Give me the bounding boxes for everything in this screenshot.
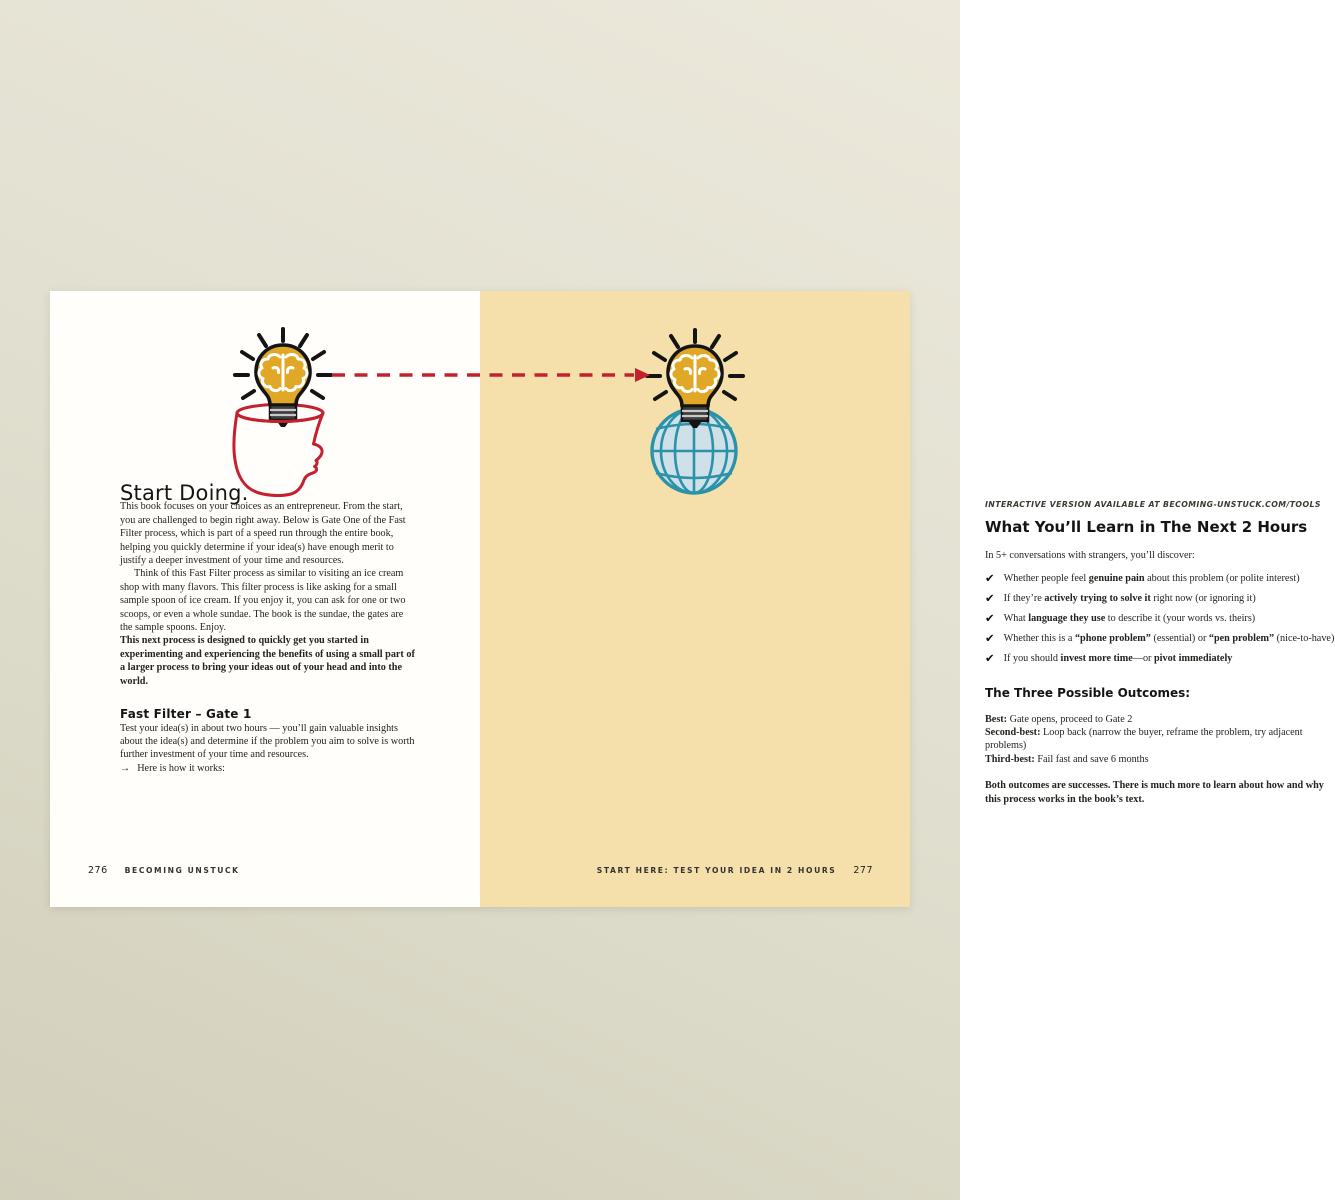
page-number: 276 (88, 865, 108, 876)
how-it-works-text: Here is how it works: (137, 762, 225, 774)
checklist-item (985, 652, 1335, 665)
left-page (50, 291, 480, 907)
lightbulb-icon (235, 329, 331, 427)
right-arrow-icon: → (120, 762, 131, 774)
checkmark-icon: ✔ (985, 591, 995, 606)
checklist-item-text: If they’re actively trying to solve it right now (or ignoring it) (1003, 593, 1256, 605)
running-title: BECOMING UNSTUCK (124, 866, 240, 875)
checklist-item-text: Whether people feel genuine pain about this problem (or polite interest) (1003, 573, 1300, 585)
running-title: START HERE: TEST YOUR IDEA IN 2 HOURS (596, 866, 837, 875)
outcome-line: Second-best: Loop back (narrow the buyer, reframe the problem, try adjacent problems) (985, 727, 1303, 752)
left-text-column (120, 481, 417, 775)
intro-line: In 5+ conversations with strangers, you’ll discover: (985, 549, 1195, 561)
checklist-item (985, 632, 1335, 645)
emphasis-paragraph: This next process is designed to quickly get you started in experimenting and experiencing the benefits of using a small part of a larger process to bring your ideas out of your head and into the world. (120, 635, 415, 687)
learn-heading: What You’ll Learn in The Next 2 Hours (985, 518, 1308, 537)
body-paragraph: Think of this Fast Filter process as similar to visiting an ice cream shop with many flavors. This filter process is like asking for a small sample spoon of ice cream. If you enjoy it, you can ask for one or two scoops, or even a whole sundae. The book is the sundae, the gates are the sample spoons. Enjoy. (120, 568, 406, 634)
right-page-footer (597, 865, 873, 876)
outcome-line: Third-best: Fail fast and save 6 months (985, 753, 1149, 765)
outcome-line: Best: Gate opens, proceed to Gate 2 (985, 713, 1133, 725)
outcomes-list (985, 713, 1335, 767)
book-spread (50, 291, 1335, 907)
lightbulb-globe-illustration (610, 329, 780, 514)
left-page-footer (88, 865, 240, 876)
discovery-checklist (985, 572, 1335, 665)
checklist-item-text: What language they use to describe it (your words vs. theirs) (1003, 613, 1256, 625)
checkmark-icon: ✔ (985, 571, 995, 586)
body-paragraph: Test your idea(s) in about two hours — you’ll gain valuable insights about the idea(s) and determine if the problem you aim to solve is worth further investment of your time and resources. (120, 722, 415, 761)
chapter-title: Start Doing. (120, 481, 249, 505)
right-page (480, 291, 1335, 907)
checklist-item (985, 612, 1335, 625)
checkmark-icon: ✔ (985, 630, 995, 645)
checklist-item-text: Whether this is a “phone problem” (essential) or “pen problem” (nice-to-have) (1003, 632, 1335, 644)
checkmark-icon: ✔ (985, 650, 995, 665)
section-subheading: Fast Filter – Gate 1 (120, 707, 252, 722)
checklist-item-text: If you should invest more time—or pivot immediately (1003, 652, 1233, 664)
bulb-base (270, 405, 296, 427)
page-number: 277 (853, 865, 873, 876)
checklist-item (985, 572, 1335, 585)
checkmark-icon: ✔ (985, 611, 995, 626)
lightbulb-icon (647, 330, 743, 428)
outcomes-heading: The Three Possible Outcomes: (985, 686, 1191, 701)
interactive-version-note: INTERACTIVE VERSION AVAILABLE AT BECOMING-UNSTUCK.COM/TOOLS (985, 500, 1321, 509)
checklist-item (985, 592, 1335, 605)
body-paragraph: This book focuses on your choices as an entrepreneur. From the start, you are challenged to begin right away. Below is Gate One of the Fast Filter process, which is part of a speed run through the entire book, helping you quickly determine if your idea(s) have enough merit to justify a deeper investment of your time and resources. (120, 501, 406, 567)
right-text-column (985, 498, 1335, 816)
closing-paragraph: Both outcomes are successes. There is much more to learn about how and why this process works in the book’s text. (985, 780, 1324, 805)
how-it-works-line (120, 762, 417, 775)
